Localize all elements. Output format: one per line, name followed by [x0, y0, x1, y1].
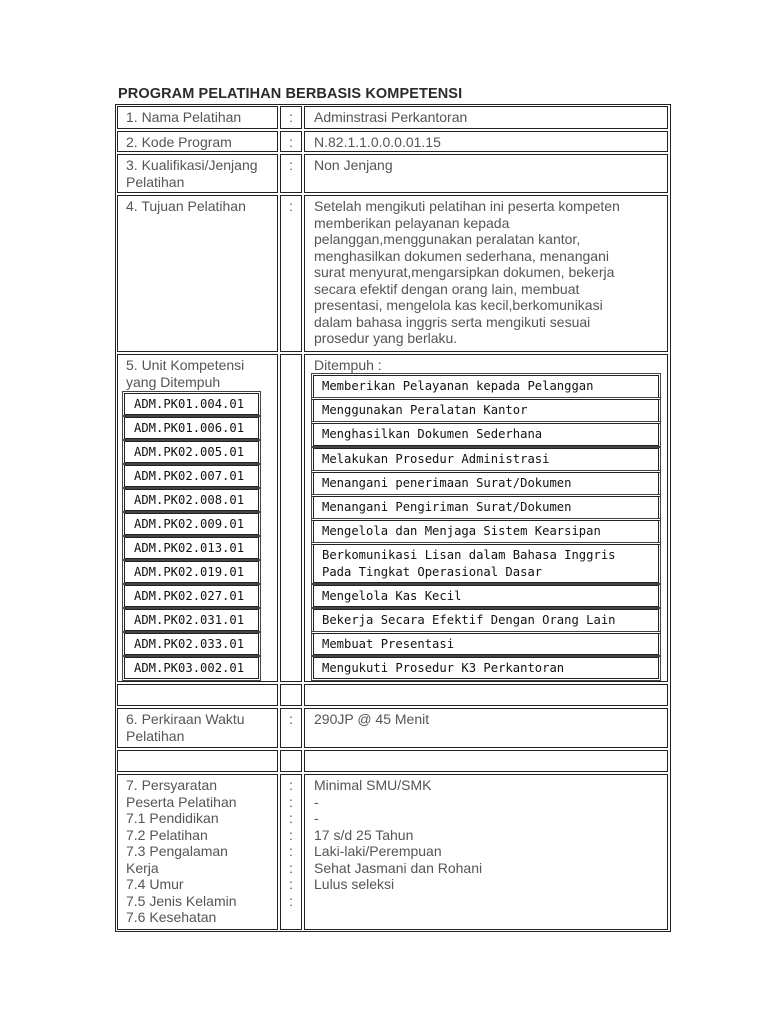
- label-line: 7.2 Pelatihan: [126, 826, 208, 843]
- unit-code-box: ADM.PK02.009.01: [124, 513, 259, 535]
- colon: :: [280, 131, 302, 152]
- nama-value: Adminstrasi Perkantoran: [304, 106, 668, 129]
- kode-label: 2. Kode Program: [117, 131, 278, 152]
- label-line: 6. Perkiraan Waktu: [126, 711, 245, 727]
- unit-code-box: ADM.PK03.002.01: [124, 657, 259, 679]
- persyaratan-value: [304, 774, 668, 930]
- ditempuh-heading: Ditempuh :: [314, 357, 382, 373]
- label-line: 5. Unit Kompetensi: [126, 357, 245, 373]
- unit-code-box: ADM.PK02.033.01: [124, 633, 259, 655]
- empty-cell: [304, 684, 668, 706]
- colon: :: [289, 777, 293, 793]
- unit-code-box: ADM.PK02.008.01: [124, 489, 259, 511]
- unit-title-box: [313, 423, 659, 446]
- unit-code-box: ADM.PK01.004.01: [124, 393, 259, 415]
- colon: :: [289, 793, 293, 810]
- label-line: 7.1 Pendidikan: [126, 810, 219, 826]
- kualifikasi-value: Non Jenjang: [304, 154, 668, 193]
- label-line: Pelatihan: [126, 727, 185, 744]
- unit-title-line: Memberikan Pelayanan kepada Pelanggan: [322, 379, 594, 393]
- unit-code-box: ADM.PK02.019.01: [124, 561, 259, 583]
- label-line: 7.5 Jenis Kelamin: [126, 892, 237, 909]
- unit-title-box: [313, 375, 659, 398]
- unit-title-line: Mengukuti Prosedur K3 Perkantoran: [322, 661, 565, 675]
- empty-cell: [117, 750, 278, 772]
- unit-title-box: [313, 399, 659, 422]
- unit-code-box: ADM.PK01.006.01: [124, 417, 259, 439]
- unit-title-line: Melakukan Prosedur Administrasi: [322, 452, 550, 466]
- unit-title-line: Pada Tingkat Operasional Dasar: [322, 565, 543, 579]
- label-line: Pelatihan: [126, 173, 185, 190]
- unit-title-line: Menghasilkan Dokumen Sederhana: [322, 427, 543, 441]
- unit-title-box: [313, 448, 659, 471]
- unit-title-box: [313, 496, 659, 519]
- persyaratan-label: [117, 774, 278, 930]
- unit-title-box: [313, 633, 659, 655]
- tujuan-line: secara efektif dengan orang lain, membuat: [314, 280, 580, 297]
- value-line: Laki-laki/Perempuan: [314, 843, 442, 859]
- colon: :: [280, 708, 302, 748]
- unit-title-box: [313, 585, 659, 607]
- unit-code-box: ADM.PK02.005.01: [124, 441, 259, 463]
- waktu-label: [117, 708, 278, 748]
- unit-code-box: ADM.PK02.013.01: [124, 537, 259, 559]
- label-line: 7. Persyaratan: [126, 777, 218, 793]
- nama-label: 1. Nama Pelatihan: [117, 106, 278, 129]
- unit-title-box: [313, 472, 659, 495]
- colon: :: [280, 195, 302, 352]
- unit-title-line: Mengelola dan Menjaga Sistem Kearsipan: [322, 524, 601, 538]
- unit-code-box: ADM.PK02.031.01: [124, 609, 259, 631]
- unit-title-box: [313, 657, 659, 679]
- tujuan-line: Setelah mengikuti pelatihan ini peserta kompeten: [314, 198, 620, 214]
- value-line: -: [314, 793, 319, 810]
- label-line: yang Ditempuh: [126, 373, 221, 390]
- label-line: Kerja: [126, 859, 159, 876]
- colon: :: [280, 106, 302, 129]
- label-line: 7.4 Umur: [126, 876, 184, 892]
- colon: :: [289, 843, 293, 859]
- colon: :: [289, 876, 293, 892]
- empty-cell: [117, 684, 278, 706]
- tujuan-line: presentasi, mengelola kas kecil,berkomunikasi: [314, 297, 603, 313]
- unit-title-line: Menggunakan Peralatan Kantor: [322, 403, 528, 417]
- kode-value: N.82.1.1.0.0.0.01.15: [304, 131, 668, 152]
- value-line: 17 s/d 25 Tahun: [314, 826, 414, 843]
- empty-cell: [304, 750, 668, 772]
- empty-colon-cell: [280, 354, 302, 682]
- unit-title-line: Menangani penerimaan Surat/Dokumen: [322, 476, 572, 490]
- tujuan-value: [304, 195, 668, 352]
- value-line: Lulus seleksi: [314, 876, 395, 892]
- unit-title-box: [313, 609, 659, 632]
- tujuan-label: 4. Tujuan Pelatihan: [117, 195, 278, 352]
- tujuan-line: pelanggan,menggunakan peralatan kantor,: [314, 231, 581, 247]
- label-line: 3. Kualifikasi/Jenjang: [126, 157, 258, 173]
- empty-cell: [280, 684, 302, 706]
- colon: :: [289, 859, 293, 876]
- unit-title-line: Mengelola Kas Kecil: [322, 589, 462, 603]
- unit-title-box: [313, 544, 659, 583]
- tujuan-line: memberikan pelayanan kepada: [314, 214, 510, 231]
- page-title: PROGRAM PELATIHAN BERBASIS KOMPETENSI: [118, 86, 463, 102]
- label-line: 7.6 Kesehatan: [126, 909, 217, 925]
- empty-cell: [280, 750, 302, 772]
- colon: :: [280, 154, 302, 193]
- unit-title-line: Berkomunikasi Lisan dalam Bahasa Inggris: [322, 548, 616, 562]
- tujuan-line: prosedur yang berlaku.: [314, 330, 458, 346]
- colon-column: [280, 774, 302, 930]
- unit-title-line: Membuat Presentasi: [322, 637, 455, 651]
- colon: :: [289, 826, 293, 843]
- colon: :: [289, 810, 293, 826]
- unit-title-line: Menangani Pengiriman Surat/Dokumen: [322, 500, 572, 514]
- colon: :: [289, 892, 293, 909]
- value-line: Minimal SMU/SMK: [314, 777, 432, 793]
- kualifikasi-label: [117, 154, 278, 193]
- unit-code-box: ADM.PK02.007.01: [124, 465, 259, 487]
- label-line: Peserta Pelatihan: [126, 793, 237, 810]
- label-line: 7.3 Pengalaman: [126, 843, 228, 859]
- unit-code-box: ADM.PK02.027.01: [124, 585, 259, 607]
- value-line: Sehat Jasmani dan Rohani: [314, 859, 483, 876]
- tujuan-line: surat menyurat,mengarsipkan dokumen, bekerja: [314, 264, 615, 280]
- value-line: -: [314, 810, 319, 826]
- unit-title-line: Bekerja Secara Efektif Dengan Orang Lain: [322, 613, 616, 627]
- tujuan-line: dalam bahasa inggris serta mengikuti sesuai: [314, 313, 591, 330]
- unit-title-box: [313, 520, 659, 543]
- waktu-value: 290JP @ 45 Menit: [304, 708, 668, 748]
- tujuan-line: menghasilkan dokumen sederhana, menangani: [314, 247, 609, 264]
